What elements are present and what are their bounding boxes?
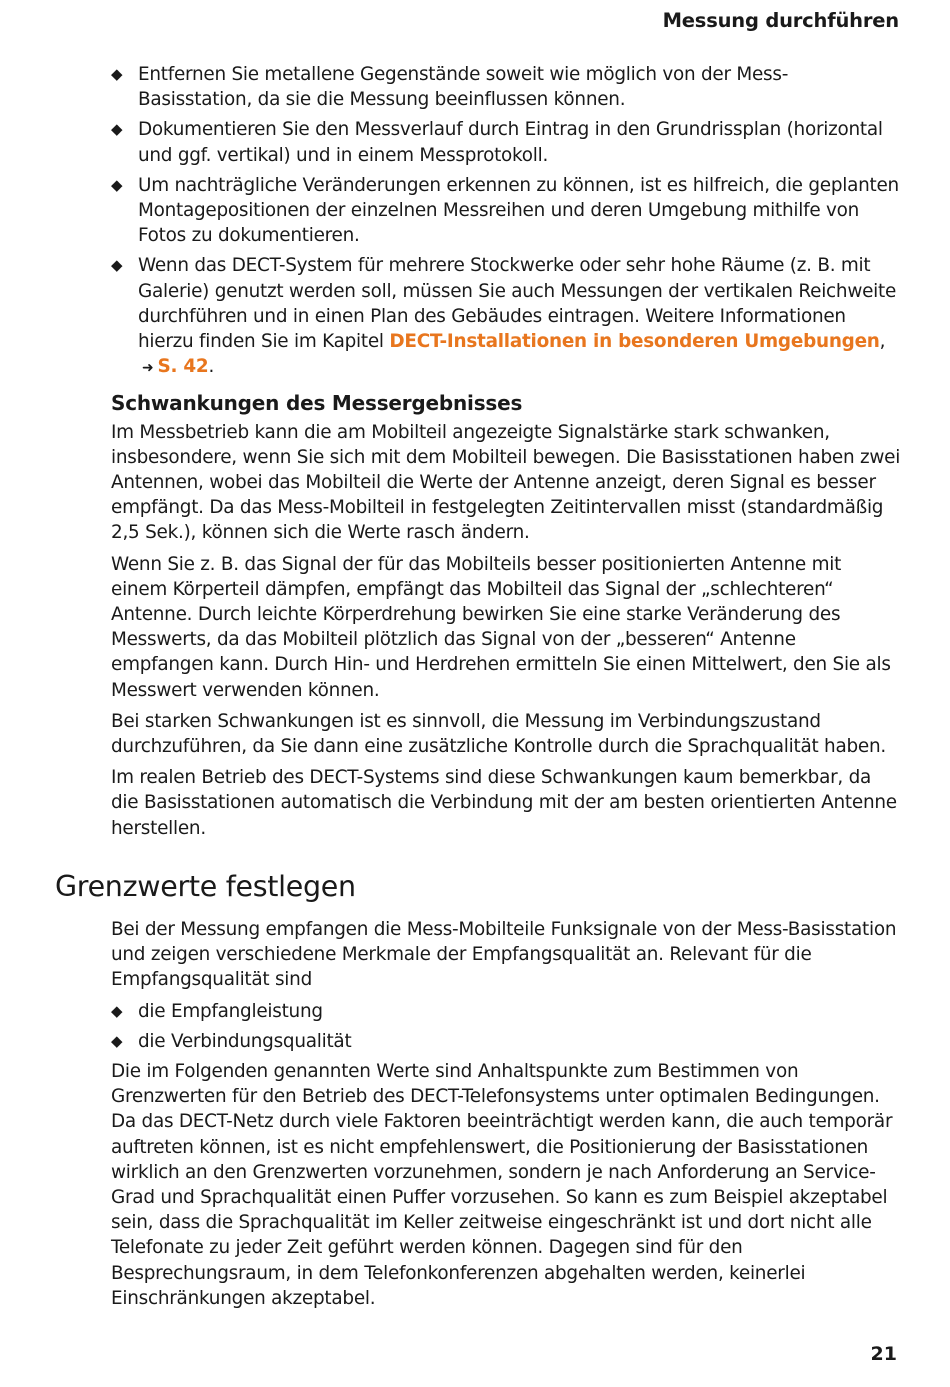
arrow-right-icon: ➜: [142, 360, 154, 377]
diamond-bullet-icon: ◆: [111, 175, 123, 194]
paragraph: Bei der Messung empfangen die Mess-Mobilteile Funksignale von der Mess-Basisstation und zeigen verschiedene Merkmale der Empfangsqualität an. Relevant für die Empfangsqualität sind: [111, 918, 897, 991]
paragraph: Im realen Betrieb des DECT-Systems sind diese Schwankungen kaum bemerkbar, da die Basisstationen automatisch die Verbindung mit der am besten orientierten Antenne herstellen.: [111, 767, 897, 839]
section-heading-limits: Grenzwerte festlegen: [55, 869, 356, 903]
paragraph: Wenn Sie z. B. das Signal der für das Mobilteils besser positionierten Antenne mit einem Körperteil dämpfen, empfängt das Mobilteil das Signal der „schlechteren“ Antenne. Durch leichte Körperdrehung bewirken Sie eine starke Veränderung des Messwerts, da das Mobilteil plötzlich das Signal von der „besseren“ Antenne empfangen kann. Durch Hin- und Herdrehen ermitteln Sie einen Mittelwert, den Sie als Messwert verwenden können.: [111, 553, 891, 701]
page-ref-link[interactable]: S. 42: [157, 356, 209, 378]
bullet-list-quality: [111, 999, 901, 1054]
list-item: ◆ Um nachträgliche Veränderungen erkennen zu können, ist es hilfreich, die geplanten Montagepositionen der einzelnen Messreihen und deren Umgebung mithilfe von Fotos zu dokumentieren.: [111, 174, 899, 247]
diamond-bullet-icon: ◆: [111, 1001, 123, 1020]
page-content: [55, 62, 901, 1317]
section-heading-fluctuations: Schwankungen des Messergebnisses: [111, 391, 523, 416]
list-item: ◆ die Verbindungsqualität: [111, 1029, 901, 1054]
chapter-link[interactable]: DECT-Installationen in besonderen Umgebungen: [389, 331, 880, 353]
paragraph: Bei starken Schwankungen ist es sinnvoll, die Messung im Verbindungszustand durchzuführen, da Sie dann eine zusätzliche Kontrolle durch die Sprachqualität haben.: [111, 710, 886, 758]
diamond-bullet-icon: ◆: [111, 256, 123, 275]
list-item: ◆ Dokumentieren Sie den Messverlauf durch Eintrag in den Grundrissplan (horizontal und ggf. vertikal) und in einem Messprotokoll.: [111, 119, 883, 166]
diamond-bullet-icon: ◆: [111, 120, 123, 139]
list-item: ◆ Entfernen Sie metallene Gegenstände soweit wie möglich von der Mess-Basisstation, da sie die Messung beeinflussen können.: [111, 64, 789, 111]
paragraph: Im Messbetrieb kann die am Mobilteil angezeigte Signalstärke stark schwanken, insbesondere, wenn Sie sich mit dem Mobilteil bewegen. Die Basisstationen haben zwei Antennen, wobei das Mobilteil die Werte der Antenne anzeigt, deren Signal es besser empfängt. Da das Mess-Mobilteil in festgelegten Zeitintervallen misst (standardmäßig 2,5 Sek.), können sich die Werte rasch ändern.: [111, 421, 901, 544]
bullet-list-top: [111, 62, 901, 381]
paragraph: Die im Folgenden genannten Werte sind Anhaltspunkte zum Bestimmen von Grenzwerten für den Betrieb des DECT-Telefonsystems unter optimalen Bedingungen. Da das DECT-Netz durch viele Faktoren beeinträchtigt werden kann, die auch temporär auftreten können, ist es nicht empfehlenswert, die Positionierung der Basisstationen wirklich an den Grenzwerten vorzunehmen, sondern je nach Anforderung an Service-Grad und Sprachqualität einen Puffer vorzusehen. So kann es zum Beispiel akzeptabel sein, dass die Sprachqualität im Keller zeitweise eingeschränkt ist und dort nicht alle Telefonate zu jeder Zeit geführt werden können. Dagegen sind für den Besprechungsraum, in dem Telefonkonferenzen abgehalten werden, keinerlei Einschränkungen akzeptabel.: [111, 1060, 893, 1309]
diamond-bullet-icon: ◆: [111, 65, 123, 83]
page-number: 21: [870, 1343, 897, 1365]
list-item: ◆ Wenn das DECT-System für mehrere Stockwerke oder sehr hohe Räume (z. B. mit Galerie) genutzt werden soll, müssen Sie auch Messungen der vertikalen Reichweite durchführen und in einen Plan des Gebäudes eintragen. Weitere Informationen hierzu finden Sie im Kapitel DECT-Installationen in besonderen Umgebungen, ➜ S. 42.: [111, 255, 897, 378]
running-title: Messung durchführen: [662, 9, 899, 32]
list-item: ◆ die Empfangleistung: [111, 999, 901, 1024]
diamond-bullet-icon: ◆: [111, 1031, 123, 1050]
